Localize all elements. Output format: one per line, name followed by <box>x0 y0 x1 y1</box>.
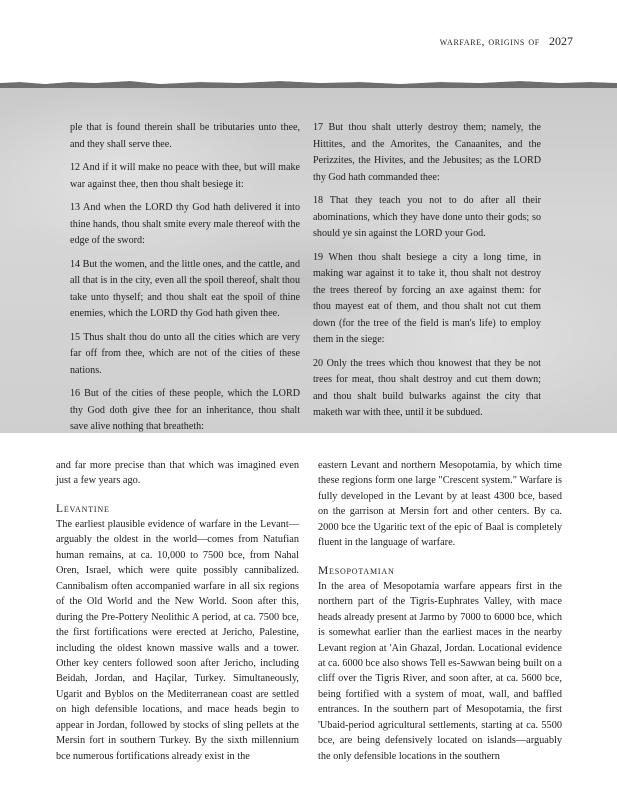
scripture-column-left <box>70 120 300 433</box>
verse-paragraph: ple that is found therein shall be tributaries unto thee, and they shall serve thee. <box>70 122 300 150</box>
running-head-title: warfare, origins of <box>439 36 540 48</box>
page-number: 2027 <box>549 34 573 48</box>
verse-paragraph: 13 And when the LORD thy God hath delivered it into thine hands, thou shalt smite every male thereof with the edge of the sword: <box>70 202 300 246</box>
scripture-column-right <box>313 120 541 429</box>
body-paragraph: In the area of Mesopotamia warfare appears first in the northern part of the Tigris-Euphrates Valley, with mace heads already present at Jarmo by 7000 to 6000 bce, which is somewhat earlier than the earliest maces in the nearby Levant region at 'Ain Ghazal, Jordan. Locational evidence at ca. 6000 bce also shows Tell es-Sawwan being built on a cliff over the Tigris River, and soon after, at ca. 5600 bce, being fortified with a system of moat, wall, and baffled entrances. In the southern part of Mesopotamia, the first 'Ubaid-period agricultural settlements, starting at ca. 5500 bce, are being defensively located on islands—arguably the only defensible locations in the southern <box>318 580 562 762</box>
article-column-left <box>56 458 299 764</box>
verse-paragraph: 17 But thou shalt utterly destroy them; namely, the Hittites, and the Amorites, the Canaanites, and the Perizzites, the Hivites, and the Jebusites; as the LORD thy God hath commanded thee: <box>313 122 541 183</box>
verse-paragraph: 18 That they teach you not to do after all their abominations, which they have done unto their gods; so should ye sin against the LORD your God. <box>313 195 541 239</box>
scripture-sidebar <box>0 80 617 433</box>
verse-paragraph: 20 Only the trees which thou knowest that they be not trees for meat, thou shalt destroy and cut them down; and thou shalt build bulwarks against the city that maketh war with thee, until it be subdued. <box>313 357 541 418</box>
section-heading-levantine: Levantine <box>56 502 110 515</box>
verse-paragraph: 12 And if it will make no peace with thee, but will make war against thee, then thou shalt besiege it: <box>70 162 300 190</box>
verse-paragraph: 19 When thou shalt besiege a city a long time, in making war against it to take it, thou shalt not destroy the trees thereof by forcing an axe against them: for thou mayest eat of them, and thou shalt not cut them down (for the tree of the field is man's life) to employ them in the siege: <box>313 251 541 345</box>
article-column-right <box>318 458 562 764</box>
body-paragraph: The earliest plausible evidence of warfare in the Levant—arguably the oldest in the world—comes from Natufian human remains, at ca. 10,000 to 7500 bce, from Nahal Oren, Israel, which were quite possibly cannibalized. Cannibalism often accompanied warfare in all six regions of the Old World and the New World. Soon after this, during the Pre-Pottery Neolithic A period, at ca. 7500 bce, the first fortifications were erected at Jericho, Palestine, including the oldest known massive walls and a tower. Other key centers followed soon after Jericho, including Beidah, Jordan, and Haçilar, Turkey. Simultaneously, Ugarit and Byblos on the Mediterranean coast are settled on high defensible locations, and mace heads begin to appear in Jordan, followed by stocks of sling pellets at the Mersin fort in southern Turkey. By the sixth millennium bce numerous fortifications already exist in the <box>56 518 299 762</box>
body-paragraph: and far more precise than that which was imagined even just a few years ago. <box>56 460 299 487</box>
body-paragraph: eastern Levant and northern Mesopotamia, by which time these regions form one large "Crescent system." Warfare is fully developed in the Levant by at least 4300 bce, based on the garrison at Mersin fort and other centers. By ca. 2000 bce the Ugaritic text of the epic of Baal is completely fluent in the language of warfare. <box>318 460 562 549</box>
torn-edge-decoration <box>0 80 617 88</box>
verse-paragraph: 14 But the women, and the little ones, and the cattle, and all that is in the city, even all the spoil thereof, shalt thou take unto thyself; and thou shalt eat the spoil of thine enemies, which the LORD thy God hath given thee. <box>70 258 300 319</box>
verse-paragraph: 16 But of the cities of these people, which the LORD thy God doth give thee for an inheritance, thou shalt save alive nothing that breatheth: <box>70 388 300 432</box>
verse-paragraph: 15 Thus shalt thou do unto all the cities which are very far off from thee, which are not of the cities of these nations. <box>70 331 300 376</box>
section-heading-mesopotamian: Mesopotamian <box>318 564 395 577</box>
running-head <box>440 34 573 49</box>
